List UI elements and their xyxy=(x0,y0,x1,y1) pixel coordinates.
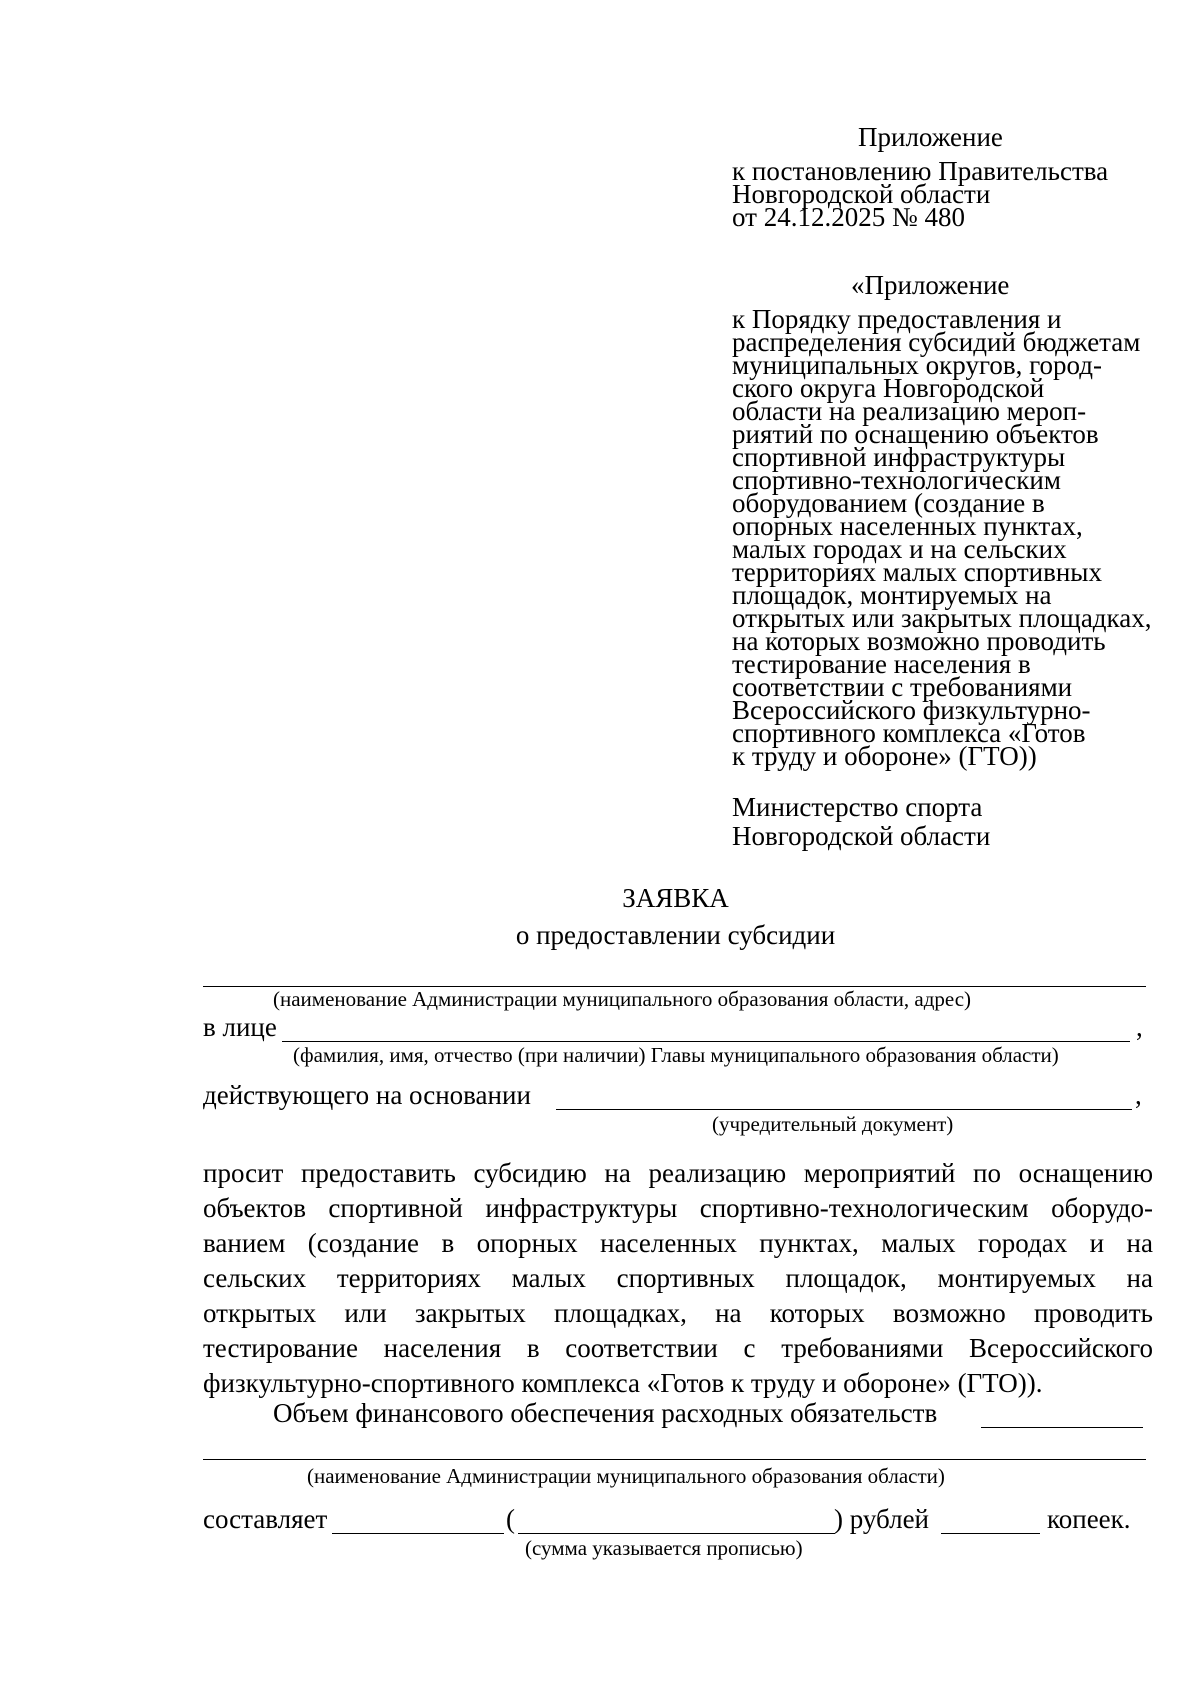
procedure-line: открытых или закрытых площадках, xyxy=(732,603,1152,633)
kopecks-field[interactable] xyxy=(941,1533,1040,1534)
procedure-line: риятий по оснащению объектов xyxy=(732,419,1099,449)
procedure-line: тестирование населения в xyxy=(732,649,1031,679)
request-line: сельских территориях малых спортивных площадок, монтируемых на xyxy=(203,1263,1153,1293)
procedure-line: области на реализацию мероп- xyxy=(732,396,1087,426)
request-line: тестирование населения в соответствии с требованиями Всероссийского xyxy=(203,1333,1153,1363)
procedure-line: к Порядку предоставления и xyxy=(732,304,1062,334)
caption-admin-name-address: (наименование Администрации муниципального образования области, адрес) xyxy=(273,987,972,1011)
procedure-line: спортивного комплекса «Готов xyxy=(732,718,1086,748)
request-line: физкультурно-спортивного комплекса «Готов к труду и обороне» (ГТО)). xyxy=(203,1368,1043,1398)
caption-amount-words: (сумма указывается прописью) xyxy=(525,1536,803,1560)
acting-basis-label: действующего на основании xyxy=(203,1080,531,1110)
procedure-reference xyxy=(732,304,1152,771)
funding-admin-name-field[interactable] xyxy=(203,1459,1146,1460)
procedure-line: спортивной инфраструктуры xyxy=(732,442,1066,472)
decree-line: Новгородской области xyxy=(732,179,991,209)
procedure-line: к труду и обороне» (ГТО)) xyxy=(732,741,1037,771)
procedure-line: малых городах и на сельских xyxy=(732,534,1067,564)
procedure-line: распределения субсидий бюджетам xyxy=(732,327,1141,357)
request-paragraph xyxy=(203,1156,1153,1401)
inner-appendix-title: «Приложение xyxy=(851,270,1010,300)
decree-reference xyxy=(732,156,1152,232)
funding-field[interactable] xyxy=(981,1427,1143,1428)
head-name-field[interactable] xyxy=(282,1041,1130,1042)
decree-line: к постановлению Правительства xyxy=(732,156,1109,186)
amount-words-field[interactable] xyxy=(518,1533,835,1534)
procedure-line: ского округа Новгородской xyxy=(732,373,1045,403)
in-person-label: в лице xyxy=(203,1012,277,1042)
procedure-line: Всероссийского физкультурно- xyxy=(732,695,1091,725)
caption-head-name: (фамилия, имя, отчество (при наличии) Главы муниципального образования области) xyxy=(293,1043,1059,1067)
addressee-line: Министерство спорта xyxy=(732,792,983,822)
decree-line: от 24.12.2025 № 480 xyxy=(732,202,965,232)
procedure-line: спортивно-технологическим xyxy=(732,465,1061,495)
procedure-line: опорных населенных пунктах, xyxy=(732,511,1083,541)
founding-document-field[interactable] xyxy=(556,1109,1132,1110)
procedure-line: площадок, монтируемых на xyxy=(732,580,1052,610)
comma: , xyxy=(1135,1080,1142,1110)
kopecks-label: копеек. xyxy=(1047,1504,1131,1534)
funding-label: Объем финансового обеспечения расходных обязательств xyxy=(273,1398,938,1428)
caption-admin-name: (наименование Администрации муниципального образования области) xyxy=(307,1464,945,1488)
amount-label: составляет xyxy=(203,1504,328,1534)
form-title: ЗАЯВКА xyxy=(622,883,729,913)
procedure-line: муниципальных округов, город- xyxy=(732,350,1102,380)
rubles-label: ) рублей xyxy=(834,1504,930,1534)
request-line: просит предоставить субсидию на реализацию мероприятий по оснащению xyxy=(203,1158,1153,1188)
procedure-line: на которых возможно проводить xyxy=(732,626,1106,656)
caption-founding-doc: (учредительный документ) xyxy=(712,1112,954,1136)
form-subtitle: о предоставлении субсидии xyxy=(515,920,836,950)
procedure-line: оборудованием (создание в xyxy=(732,488,1045,518)
addressee xyxy=(732,793,990,851)
amount-digits-field[interactable] xyxy=(332,1533,504,1534)
request-line: ванием (создание в опорных населенных пунктах, малых городах и на xyxy=(203,1228,1153,1258)
addressee-line: Новгородской области xyxy=(732,821,991,851)
request-line: открытых или закрытых площадках, на которых возможно проводить xyxy=(203,1298,1153,1328)
open-paren: ( xyxy=(506,1504,515,1534)
procedure-line: соответствии с требованиями xyxy=(732,672,1073,702)
comma: , xyxy=(1136,1012,1143,1042)
appendix-title: Приложение xyxy=(858,122,1003,152)
request-line: объектов спортивной инфраструктуры спортивно-технологическим оборудо- xyxy=(203,1193,1153,1223)
procedure-line: территориях малых спортивных xyxy=(732,557,1102,587)
